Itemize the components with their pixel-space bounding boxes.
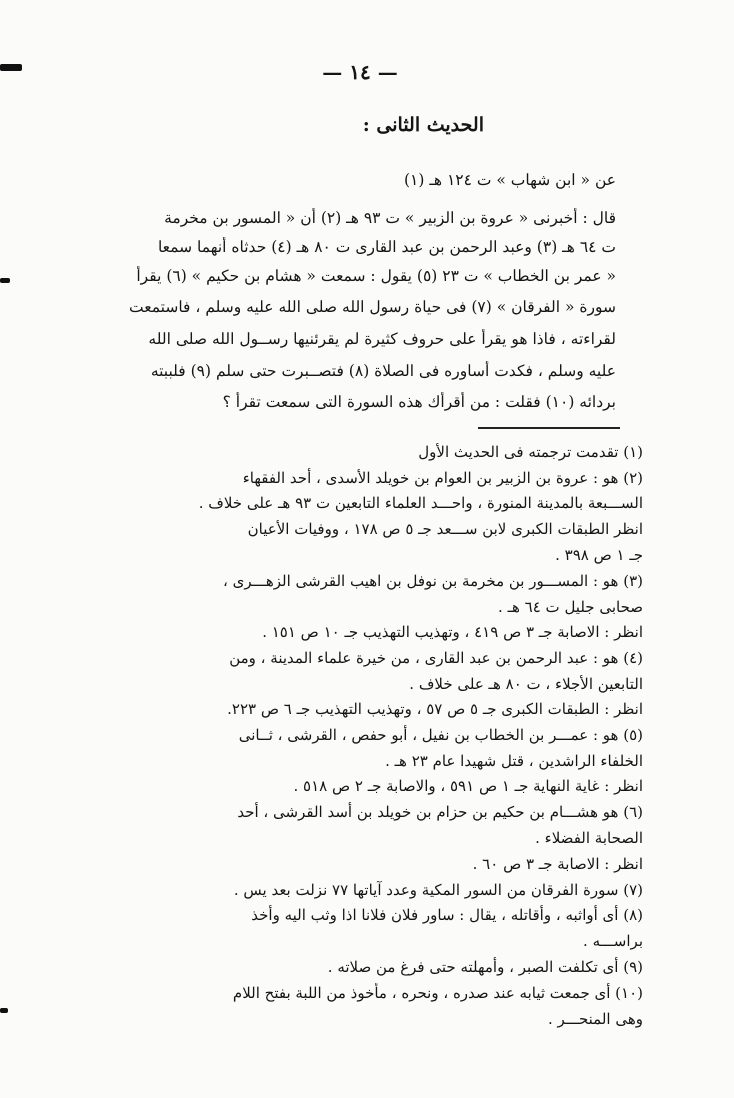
footnote-line: (٧) سورة الفرقان من السور المكية وعدد آياتها ٧٧ نزلت بعد يس . xyxy=(233,881,643,899)
footnote-line: (٢) هو : عروة بن الزبير بن العوام بن خويلد الأسدى ، أحد الفقهاء xyxy=(242,469,643,487)
footnote-line: الصحابة الفضلاء . xyxy=(535,829,643,847)
scan-margin-mark xyxy=(0,1008,8,1013)
footnote-line: انظر الطبقات الكبرى لابن ســـعد جـ ٥ ص ١٧٨ ، ووفيات الأعيان xyxy=(247,520,643,538)
footnote-line: انظر : غاية النهاية جـ ١ ص ٥٩١ ، والاصابة جـ ٢ ص ٥١٨ . xyxy=(293,777,643,795)
footnote-line: (٦) هو هشـــام بن حكيم بن حزام بن خويلد بن أسد القرشى ، أحد xyxy=(237,803,643,821)
footnote-line: (١٠) أى جمعت ثيابه عند صدره ، ونحره ، مأخوذ من اللبة بفتح اللام xyxy=(232,984,643,1002)
footnote-line: انظر : الاصابة جـ ٣ ص ٤١٩ ، وتهذيب التهذيب جـ ١٠ ص ١٥١ . xyxy=(262,623,643,641)
footnote-line: (٨) أى أواثبه ، وأقاتله ، يقال : ساور فلان فلانا اذا وثب اليه وأخذ xyxy=(251,906,643,924)
footnote-line: الخلفاء الراشدين ، قتل شهيدا عام ٢٣ هـ . xyxy=(385,752,643,770)
footnote-line: (١) تقدمت ترجمته فى الحديث الأول xyxy=(418,443,643,461)
scan-margin-mark xyxy=(0,278,10,283)
footnote-line: التابعين الأجلاء ، ت ٨٠ هـ على خلاف . xyxy=(409,675,643,693)
footnote-line: (٣) هو : المســـور بن مخرمة بن نوفل بن اهيب القرشى الزهـــرى ، xyxy=(223,572,643,590)
body-line: سورة « الفرقان » (٧) فى حياة رسول الله صلى الله عليه وسلم ، فاستمعت xyxy=(129,298,616,316)
body-line: بردائه (١٠) فقلت : من أقرأك هذه السورة التى سمعت تقرأ ؟ xyxy=(222,393,616,411)
footnote-line: انظر : الاصابة جـ ٣ ص ٦٠ . xyxy=(472,855,643,873)
footnote-line: (٤) هو : عبد الرحمن بن عبد القارى ، من خيرة علماء المدينة ، ومن xyxy=(229,649,643,667)
body-line: ت ٦٤ هـ (٣) وعبد الرحمن بن عبد القارى ت ٨٠ هـ (٤) حدثاه أنهما سمعا xyxy=(157,238,616,256)
body-line: لقراءته ، فاذا هو يقرأ على حروف كثيرة لم يقرئنيها رســول الله صلى الله xyxy=(148,330,616,348)
scan-margin-mark xyxy=(0,64,22,71)
body-line: « عمر بن الخطاب » ت ٢٣ (٥) يقول : سمعت « هشام بن حكيم » (٦) يقرأ xyxy=(136,267,616,285)
footnote-line: صحابى جليل ت ٦٤ هـ . xyxy=(498,598,643,616)
footnote-line: (٥) هو : عمـــر بن الخطاب بن نفيل ، أبو حفص ، القرشى ، ثــانى xyxy=(238,726,643,744)
footnote-line: براســـه . xyxy=(583,932,643,950)
narrator-line: عن « ابن شهاب » ت ١٢٤ هـ (١) xyxy=(403,171,616,189)
footnote-line: وهى المنحـــر . xyxy=(547,1010,643,1028)
footnote-line: الســـبعة بالمدينة المنورة ، واحـــد العلماء التابعين ت ٩٣ هـ على خلاف . xyxy=(198,494,643,512)
section-heading: الحديث الثانى : xyxy=(362,114,484,136)
footnote-separator xyxy=(478,427,620,429)
body-line: قال : أخبرنى « عروة بن الزبير » ت ٩٣ هـ (٢) أن « المسور بن مخرمة xyxy=(164,209,616,227)
body-line: عليه وسلم ، فكدت أساوره فى الصلاة (٨) فتصــبرت حتى سلم (٩) فلببته xyxy=(150,362,616,380)
footnote-line: (٩) أى تكلفت الصبر ، وأمهلته حتى فرغ من صلاته . xyxy=(327,958,643,976)
page-number: — ١٤ — xyxy=(322,60,398,84)
footnote-line: جـ ١ ص ٣٩٨ . xyxy=(555,546,643,564)
footnote-line: انظر : الطبقات الكبرى جـ ٥ ص ٥٧ ، وتهذيب التهذيب جـ ٦ ص ٢٢٣. xyxy=(227,700,643,718)
